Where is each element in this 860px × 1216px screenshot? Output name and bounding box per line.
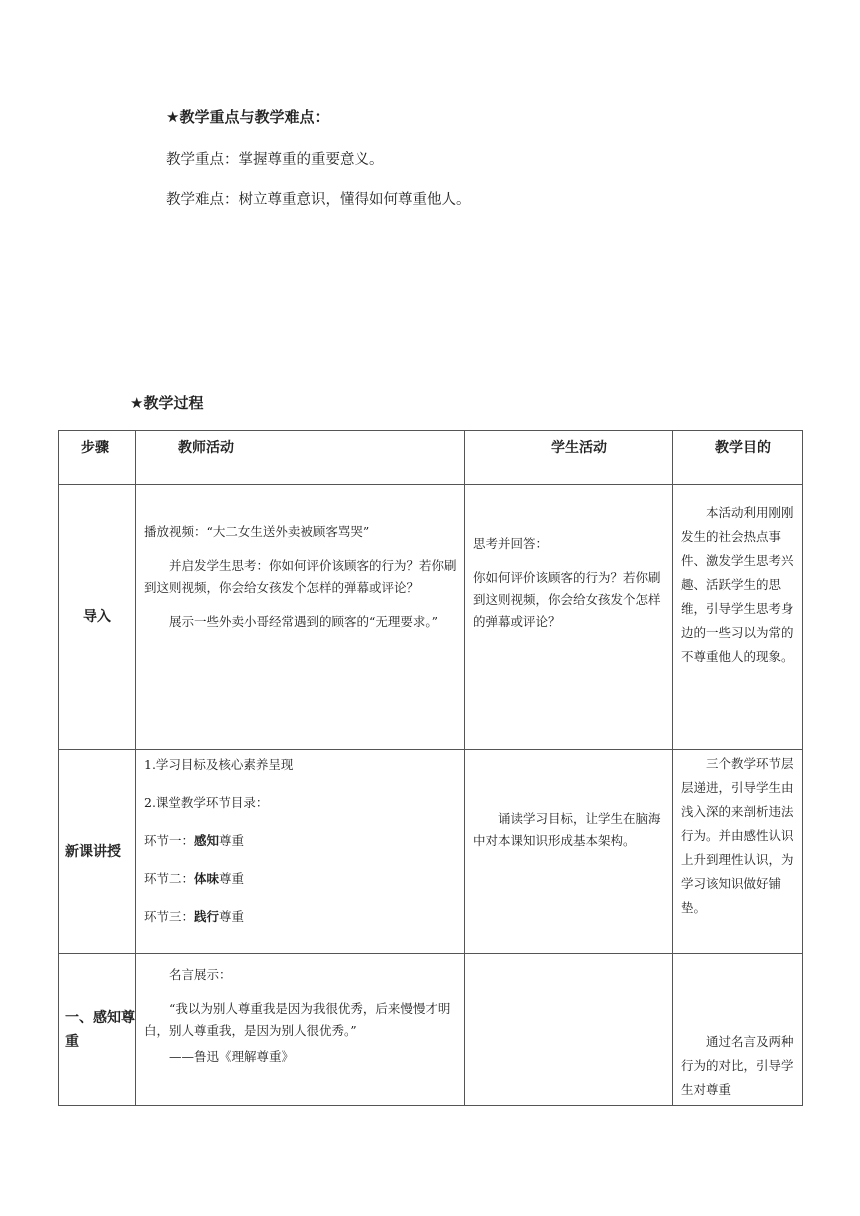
student-cell [465, 750, 673, 954]
process-table [58, 430, 803, 1106]
step-cell: 导入 [59, 485, 136, 750]
section-item: 环节三：践行尊重 [144, 909, 245, 924]
purpose-cell [673, 750, 803, 954]
teacher-cell [136, 954, 465, 1106]
teacher-line: 名言展示： [169, 967, 232, 982]
table-header-row [59, 431, 803, 485]
difficulty-text: 教学难点：树立尊重意识，懂得如何尊重他人。 [166, 192, 471, 208]
teacher-line: ——鲁迅《理解尊重》 [169, 1049, 295, 1064]
header-step: 步骤 [59, 431, 136, 485]
key-point-text: 教学重点：掌握尊重的重要意义。 [166, 152, 384, 168]
teacher-line: 2.课堂教学环节目录： [144, 795, 269, 810]
section-item: 环节二：体味尊重 [144, 871, 245, 886]
teacher-line: 并启发学生思考：你如何评价该顾客的行为？若你刷到这则视频，你会给女孩发个怎样的弹幕或评论？ [144, 558, 457, 595]
teacher-cell [136, 750, 465, 954]
purpose-text: 三个教学环节层层递进，引导学生由浅入深的来剖析违法行为。并由感性认识上升到理性认识，为学习该知识做好铺垫。 [681, 756, 794, 915]
header-teacher: 教师活动 [136, 431, 465, 485]
step-cell: 新课讲授 [59, 750, 136, 954]
section-item: 环节一：感知尊重 [144, 833, 245, 848]
student-line: 思考并回答： [473, 536, 549, 551]
student-cell [465, 485, 673, 750]
purpose-text: 通过名言及两种行为的对比，引导学生对尊重 [681, 1034, 794, 1097]
student-text: 诵读学习目标，让学生在脑海中对本课知识形成基本架构。 [473, 811, 661, 848]
student-line: 你如何评价该顾客的行为？若你刷到这则视频，你会给女孩发个怎样的弹幕或评论？ [473, 570, 661, 629]
table-row [59, 954, 803, 1106]
purpose-cell [673, 954, 803, 1106]
process-heading: ★教学过程 [130, 394, 204, 412]
purpose-text: 本活动利用刚刚发生的社会热点事件、激发学生思考兴趣、活跃学生的思维，引导学生思考身边的一些习以为常的不尊重他人的现象。 [681, 505, 794, 664]
header-student: 学生活动 [465, 431, 673, 485]
focus-heading: ★教学重点与教学难点： [166, 108, 330, 126]
student-cell [465, 954, 673, 1106]
teacher-cell [136, 485, 465, 750]
teacher-line: 展示一些外卖小哥经常遇到的顾客的“无理要求。” [169, 614, 439, 629]
teacher-line: 1.学习目标及核心素养呈现 [144, 757, 294, 772]
table-row [59, 485, 803, 750]
table-row [59, 750, 803, 954]
purpose-cell [673, 485, 803, 750]
step-cell: 一、感知尊重 [59, 954, 136, 1106]
header-purpose: 教学目的 [673, 431, 803, 485]
teacher-line: 播放视频：“大二女生送外卖被顾客骂哭” [144, 524, 370, 539]
teacher-line: “我以为别人尊重我是因为我很优秀，后来慢慢才明白，别人尊重我，是因为别人很优秀。” [144, 1001, 451, 1038]
